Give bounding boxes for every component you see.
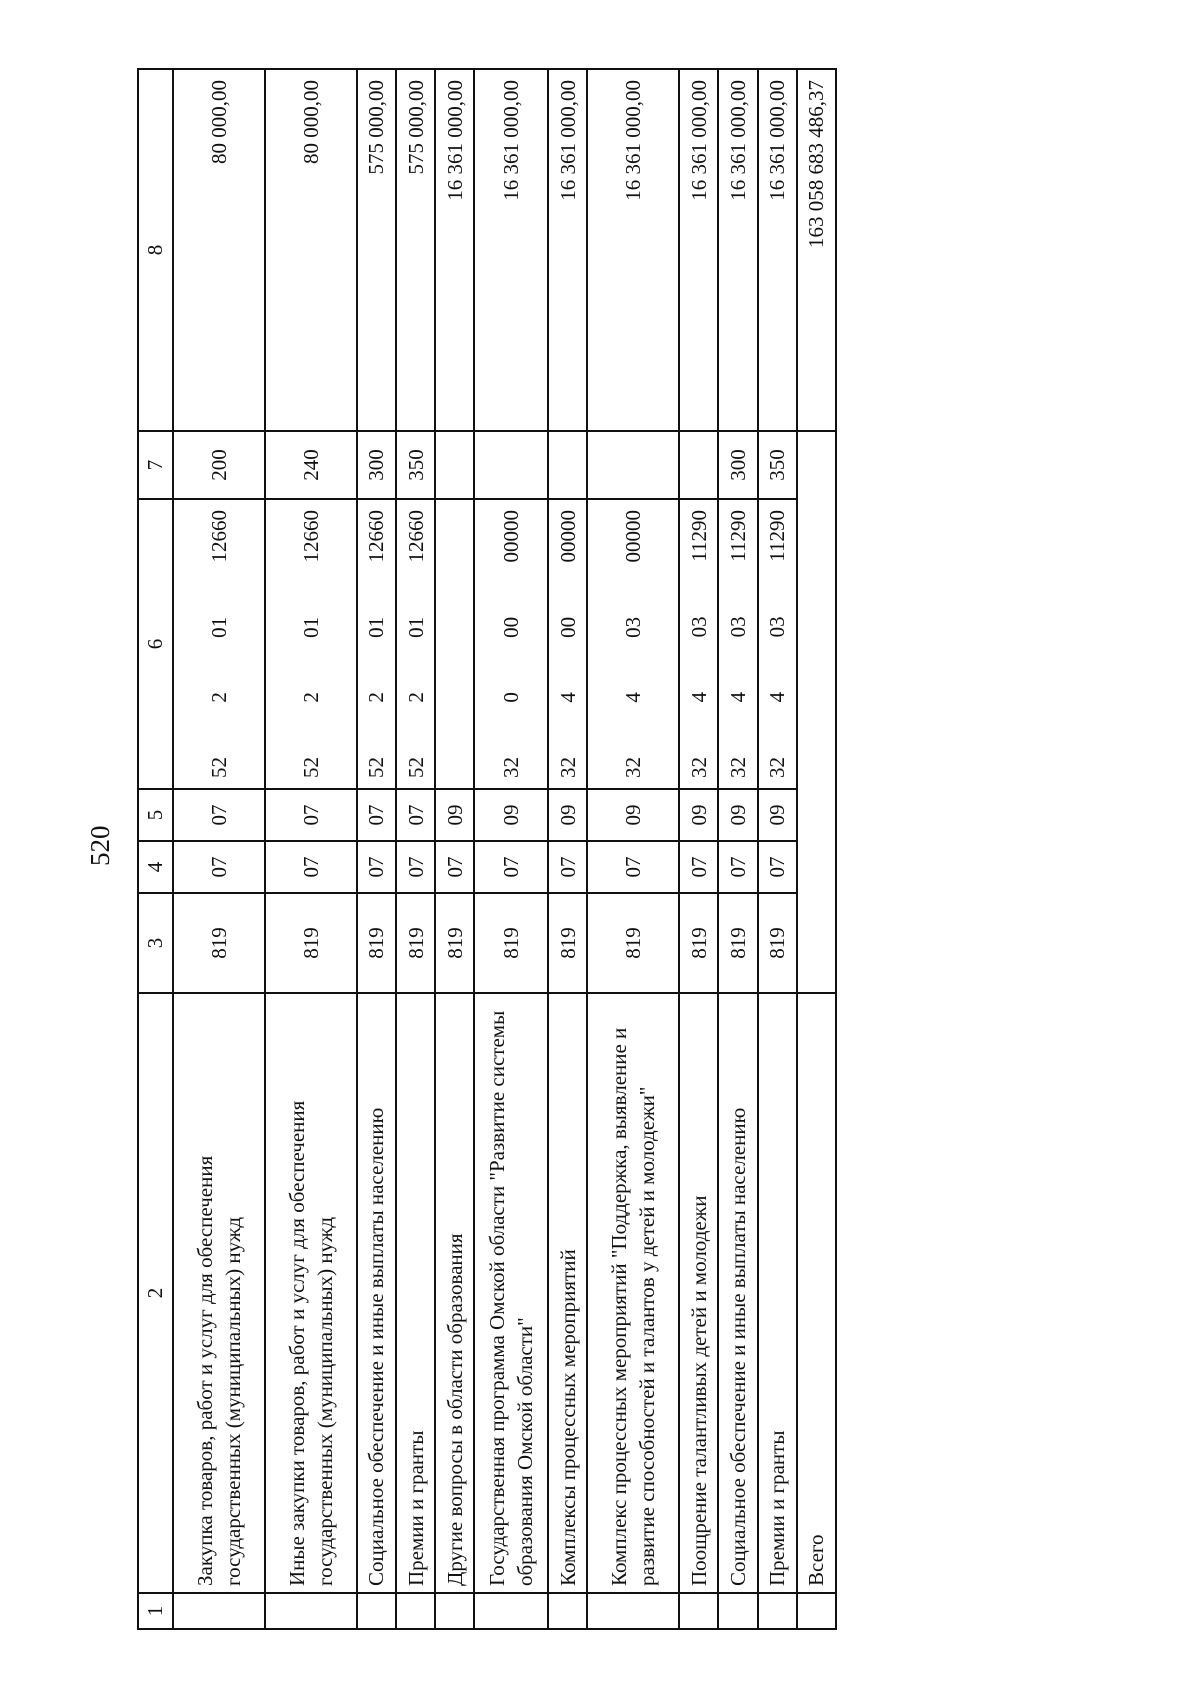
section-cell: 07 bbox=[396, 841, 435, 893]
header-cell: 3 bbox=[138, 893, 173, 993]
section-cell: 07 bbox=[587, 841, 679, 893]
csr-part: 4 bbox=[621, 692, 646, 703]
row-index-cell bbox=[758, 1593, 797, 1629]
csr-part: 32 bbox=[686, 757, 711, 778]
row-name-cell: Государственная программа Омской области "Развитие системы образования Омской области" bbox=[474, 993, 548, 1593]
csr-part: 00000 bbox=[499, 510, 524, 563]
header-cell: 4 bbox=[138, 841, 173, 893]
row-name-cell: Премии и гранты bbox=[758, 993, 797, 1593]
total-empty-cell bbox=[797, 431, 836, 993]
header-cell: 5 bbox=[138, 789, 173, 841]
target-article-cell bbox=[758, 499, 797, 789]
target-article-cell bbox=[435, 499, 474, 789]
expense-type-cell: 200 bbox=[173, 431, 265, 499]
total-row bbox=[797, 69, 836, 1629]
grbs-cell: 819 bbox=[548, 893, 587, 993]
csr-part: 03 bbox=[725, 616, 750, 638]
section-cell: 07 bbox=[758, 841, 797, 893]
subsection-cell: 09 bbox=[718, 789, 757, 841]
expense-type-cell: 300 bbox=[718, 431, 757, 499]
expense-type-cell bbox=[587, 431, 679, 499]
header-cell: 8 bbox=[138, 69, 173, 431]
subsection-cell: 09 bbox=[758, 789, 797, 841]
grbs-cell: 819 bbox=[587, 893, 679, 993]
total-label: Всего bbox=[797, 993, 836, 1593]
target-article-cell bbox=[474, 499, 548, 789]
target-article-cell bbox=[357, 499, 396, 789]
row-index-cell bbox=[797, 1593, 836, 1629]
table-row bbox=[357, 69, 396, 1629]
row-name-cell: Комплексы процессных мероприятий bbox=[548, 993, 587, 1593]
target-article-cell bbox=[718, 499, 757, 789]
row-name-cell: Иные закупки товаров, работ и услуг для обеспечения государственных (муниципальных) нужд bbox=[265, 993, 357, 1593]
csr-part: 32 bbox=[764, 757, 789, 778]
csr-part: 52 bbox=[298, 757, 323, 778]
csr-part: 2 bbox=[364, 692, 389, 703]
csr-part: 0 bbox=[499, 692, 524, 703]
csr-part: 11290 bbox=[686, 510, 711, 562]
csr-part: 32 bbox=[555, 757, 580, 778]
expense-type-cell bbox=[679, 431, 718, 499]
row-name-cell: Социальное обеспечение и иные выплаты населению bbox=[357, 993, 396, 1593]
section-cell: 07 bbox=[679, 841, 718, 893]
target-article-cell bbox=[679, 499, 718, 789]
amount-cell: 16 361 000,00 bbox=[435, 69, 474, 431]
header-cell: 1 bbox=[138, 1593, 173, 1629]
grbs-cell: 819 bbox=[173, 893, 265, 993]
subsection-cell: 07 bbox=[265, 789, 357, 841]
subsection-cell: 07 bbox=[396, 789, 435, 841]
amount-cell: 80 000,00 bbox=[265, 69, 357, 431]
target-article-cell bbox=[265, 499, 357, 789]
row-index-cell bbox=[548, 1593, 587, 1629]
expense-type-cell: 350 bbox=[396, 431, 435, 499]
subsection-cell: 07 bbox=[173, 789, 265, 841]
table-row bbox=[758, 69, 797, 1629]
header-cell: 2 bbox=[138, 993, 173, 1593]
expense-type-cell bbox=[435, 431, 474, 499]
target-article-cell bbox=[587, 499, 679, 789]
csr-part: 32 bbox=[499, 757, 524, 778]
csr-part: 2 bbox=[403, 692, 428, 703]
amount-cell: 16 361 000,00 bbox=[718, 69, 757, 431]
subsection-cell: 07 bbox=[357, 789, 396, 841]
target-article-cell bbox=[548, 499, 587, 789]
amount-cell: 575 000,00 bbox=[396, 69, 435, 431]
csr-part: 01 bbox=[403, 616, 428, 638]
header-row bbox=[138, 69, 173, 1629]
amount-cell: 575 000,00 bbox=[357, 69, 396, 431]
csr-part: 12660 bbox=[298, 510, 323, 563]
row-name-cell: Комплекс процессных мероприятий "Поддержка, выявление и развитие способностей и талантов у детей и молодежи" bbox=[587, 993, 679, 1593]
csr-part: 00 bbox=[555, 616, 580, 638]
subsection-cell: 09 bbox=[679, 789, 718, 841]
row-name-cell: Поощрение талантливых детей и молодежи bbox=[679, 993, 718, 1593]
amount-cell: 16 361 000,00 bbox=[587, 69, 679, 431]
row-name-cell: Социальное обеспечение и иные выплаты населению bbox=[718, 993, 757, 1593]
csr-part: 4 bbox=[686, 691, 711, 703]
header-cell: 6 bbox=[138, 499, 173, 789]
csr-part: 12660 bbox=[206, 510, 231, 563]
table-row bbox=[718, 69, 757, 1629]
grbs-cell: 819 bbox=[435, 893, 474, 993]
table-row bbox=[265, 69, 357, 1629]
row-name-cell: Другие вопросы в области образования bbox=[435, 993, 474, 1593]
target-article-cell bbox=[173, 499, 265, 789]
row-index-cell bbox=[679, 1593, 718, 1629]
rotated-table-container bbox=[137, 70, 837, 1630]
amount-cell: 16 361 000,00 bbox=[758, 69, 797, 431]
grbs-cell: 819 bbox=[758, 893, 797, 993]
budget-table bbox=[137, 68, 837, 1630]
table-row bbox=[587, 69, 679, 1629]
csr-part: 2 bbox=[298, 692, 323, 703]
row-name-cell: Закупка товаров, работ и услуг для обеспечения государственных (муниципальных) нужд bbox=[173, 993, 265, 1593]
expense-type-cell: 300 bbox=[357, 431, 396, 499]
csr-part: 4 bbox=[555, 692, 580, 703]
table-row bbox=[548, 69, 587, 1629]
csr-part: 03 bbox=[621, 616, 646, 638]
subsection-cell: 09 bbox=[587, 789, 679, 841]
csr-part: 2 bbox=[206, 692, 231, 703]
csr-part: 11290 bbox=[725, 510, 750, 562]
csr-part: 00000 bbox=[555, 510, 580, 563]
section-cell: 07 bbox=[357, 841, 396, 893]
section-cell: 07 bbox=[718, 841, 757, 893]
row-index-cell bbox=[718, 1593, 757, 1629]
csr-part: 01 bbox=[298, 616, 323, 638]
section-cell: 07 bbox=[474, 841, 548, 893]
grbs-cell: 819 bbox=[679, 893, 718, 993]
subsection-cell: 09 bbox=[548, 789, 587, 841]
section-cell: 07 bbox=[435, 841, 474, 893]
table-row bbox=[679, 69, 718, 1629]
header-cell: 7 bbox=[138, 431, 173, 499]
row-name-cell: Премии и гранты bbox=[396, 993, 435, 1593]
grbs-cell: 819 bbox=[357, 893, 396, 993]
target-article-cell bbox=[396, 499, 435, 789]
subsection-cell: 09 bbox=[474, 789, 548, 841]
csr-part: 12660 bbox=[403, 510, 428, 563]
grbs-cell: 819 bbox=[265, 893, 357, 993]
amount-cell: 80 000,00 bbox=[173, 69, 265, 431]
csr-part: 11290 bbox=[764, 510, 789, 562]
amount-cell: 16 361 000,00 bbox=[679, 69, 718, 431]
total-amount: 163 058 683 486,37 bbox=[797, 69, 836, 431]
row-index-cell bbox=[265, 1593, 357, 1629]
expense-type-cell: 240 bbox=[265, 431, 357, 499]
row-index-cell bbox=[396, 1593, 435, 1629]
expense-type-cell bbox=[474, 431, 548, 499]
section-cell: 07 bbox=[173, 841, 265, 893]
csr-part: 32 bbox=[621, 757, 646, 778]
grbs-cell: 819 bbox=[718, 893, 757, 993]
amount-cell: 16 361 000,00 bbox=[474, 69, 548, 431]
csr-part: 03 bbox=[764, 616, 789, 638]
csr-part: 52 bbox=[403, 757, 428, 778]
csr-part: 32 bbox=[725, 757, 750, 778]
table-row bbox=[435, 69, 474, 1629]
page-number: 520 bbox=[85, 825, 115, 866]
amount-cell: 16 361 000,00 bbox=[548, 69, 587, 431]
grbs-cell: 819 bbox=[474, 893, 548, 993]
table-row bbox=[396, 69, 435, 1629]
row-index-cell bbox=[173, 1593, 265, 1629]
row-index-cell bbox=[435, 1593, 474, 1629]
csr-part: 12660 bbox=[364, 510, 389, 563]
row-index-cell bbox=[357, 1593, 396, 1629]
subsection-cell: 09 bbox=[435, 789, 474, 841]
expense-type-cell bbox=[548, 431, 587, 499]
expense-type-cell: 350 bbox=[758, 431, 797, 499]
csr-part: 52 bbox=[364, 757, 389, 778]
csr-part: 01 bbox=[364, 616, 389, 638]
row-index-cell bbox=[474, 1593, 548, 1629]
csr-part: 52 bbox=[206, 757, 231, 778]
section-cell: 07 bbox=[265, 841, 357, 893]
table-row bbox=[474, 69, 548, 1629]
table-row bbox=[173, 69, 265, 1629]
row-index-cell bbox=[587, 1593, 679, 1629]
csr-part: 4 bbox=[725, 691, 750, 703]
csr-part: 00000 bbox=[621, 510, 646, 563]
csr-part: 01 bbox=[206, 616, 231, 638]
csr-part: 00 bbox=[499, 616, 524, 638]
section-cell: 07 bbox=[548, 841, 587, 893]
csr-part: 4 bbox=[764, 691, 789, 703]
grbs-cell: 819 bbox=[396, 893, 435, 993]
csr-part: 03 bbox=[686, 616, 711, 638]
